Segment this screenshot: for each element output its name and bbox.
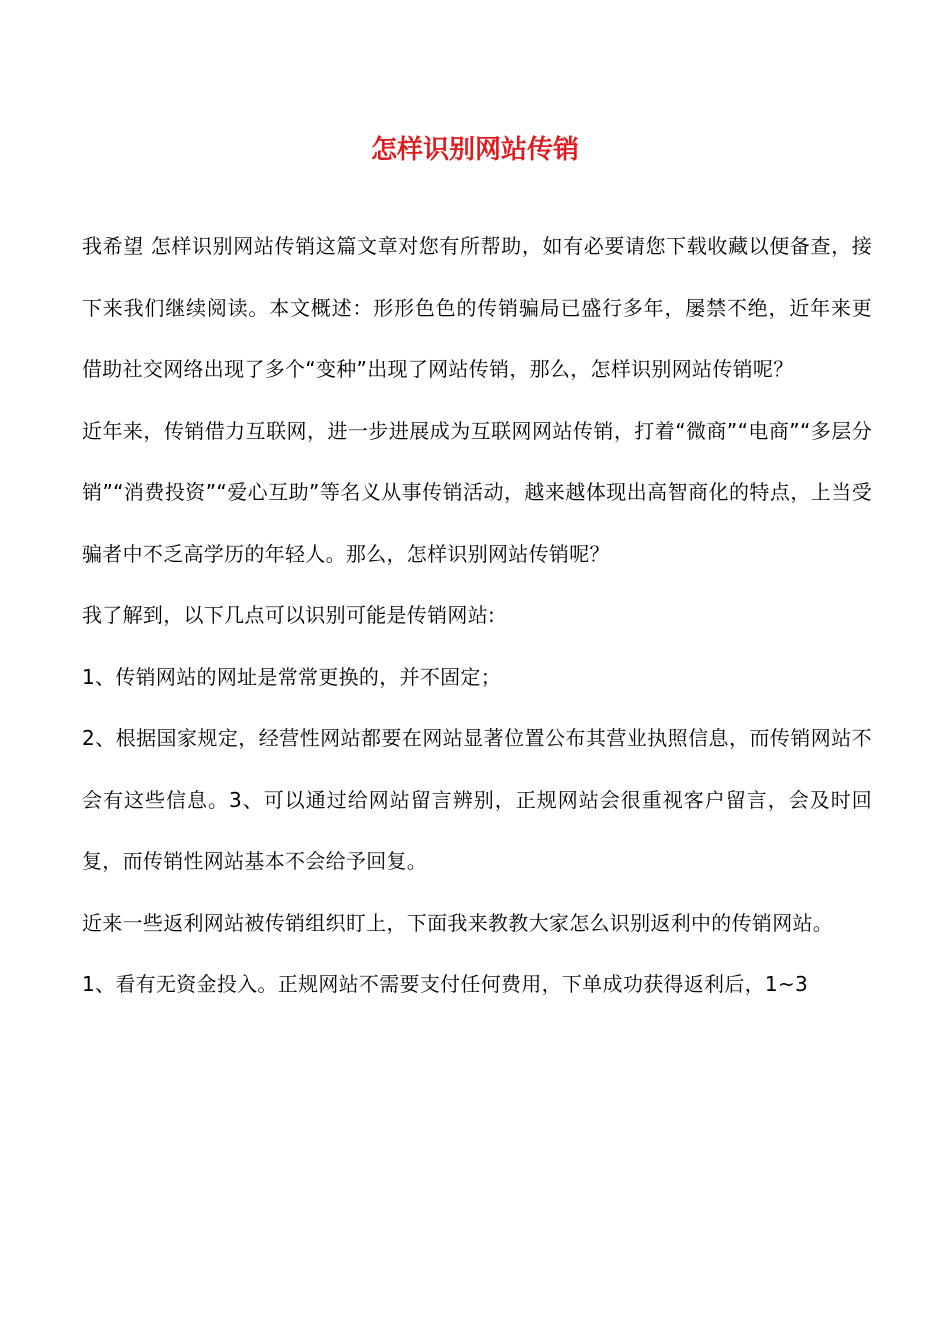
paragraph-point-2-3: 2、根据国家规定，经营性网站都要在网站显著位置公布其营业执照信息，而传销网站不会有这些信息。3、可以通过给网站留言辨别，正规网站会很重视客户留言，会及时回复，而传销性网站基本不会给予回复。	[82, 726, 872, 873]
paragraph-rebate-intro: 近来一些返利网站被传销组织盯上，下面我来教教大家怎么识别返利中的传销网站。	[82, 910, 834, 935]
paragraph-intro: 我希望 怎样识别网站传销这篇文章对您有所帮助，如有必要请您下载收藏以便备查，接下来我们继续阅读。本文概述：形形色色的传销骗局已盛行多年，屡禁不绝，近年来更借助社交网络出现了多个“变种”出现了网站传销，那么，怎样识别网站传销呢？	[82, 234, 872, 381]
document-title: 怎样识别网站传销	[370, 135, 579, 165]
paragraph-background: 近年来，传销借力互联网，进一步进展成为互联网网站传销，打着“微商”“电商”“多层分销”“消费投资”“爱心互助”等名义从事传销活动，越来越体现出高智商化的特点，上当受骗者中不乏高学历的年轻人。那么，怎样识别网站传销呢？	[82, 418, 872, 566]
paragraph-rebate-point-1: 1、看有无资金投入。正规网站不需要支付任何费用，下单成功获得返利后，1~3	[82, 972, 809, 996]
paragraph-list-intro: 我了解到，以下几点可以识别可能是传销网站:	[82, 603, 496, 627]
document-body	[82, 216, 872, 1016]
paragraph-point-1: 1、传销网站的网址是常常更换的，并不固定；	[82, 664, 502, 689]
